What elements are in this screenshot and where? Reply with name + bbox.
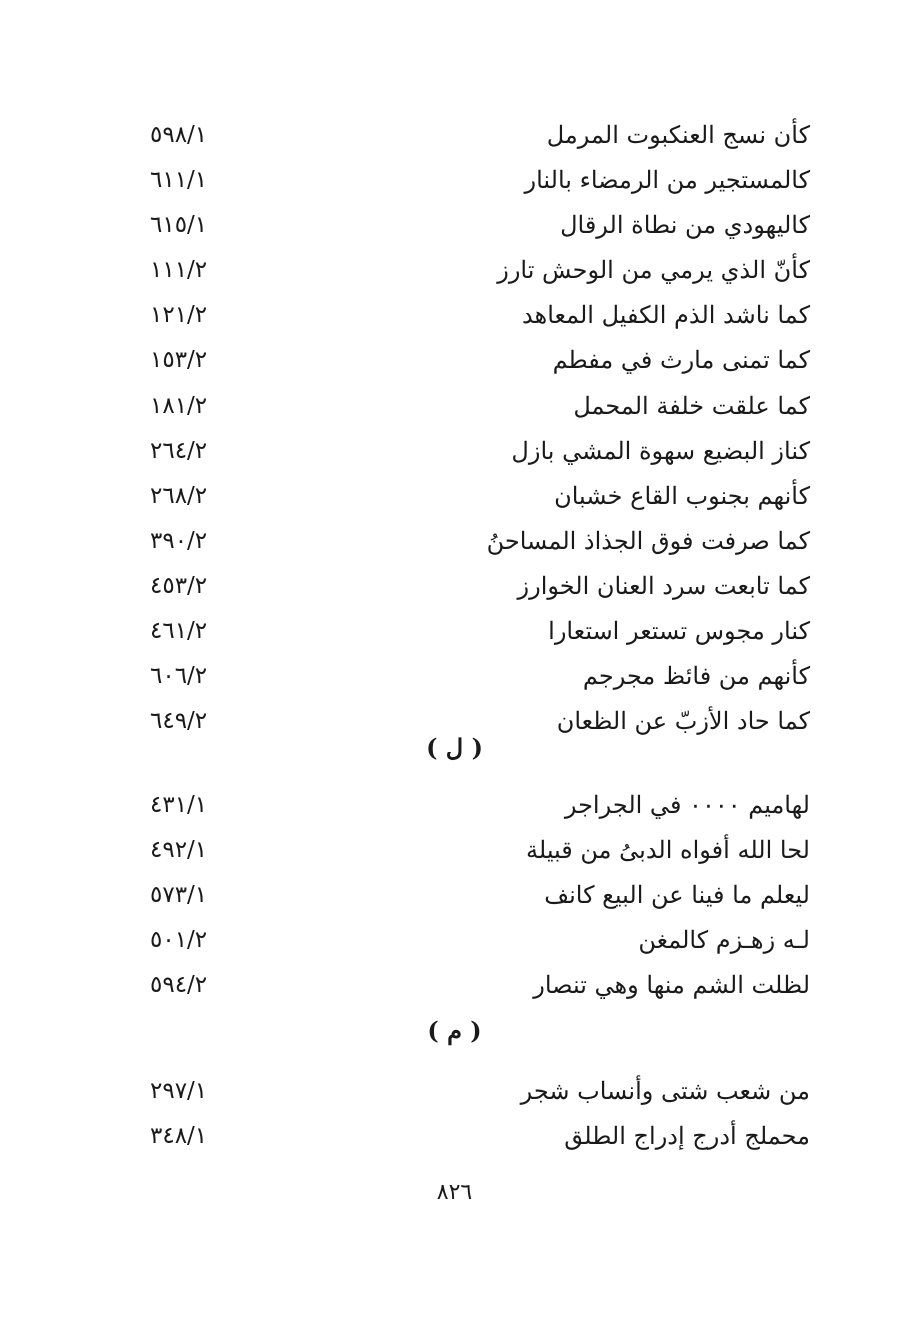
volume-page-reference: ٦٤٩/٢ bbox=[150, 708, 208, 735]
verse-text: كاليهودي من نطاة الرقال bbox=[560, 211, 810, 240]
verse-row bbox=[150, 208, 810, 253]
verse-text: كما صرفت فوق الجذاذ المساحنُ bbox=[486, 526, 810, 555]
volume-page-reference: ٤٩٢/١ bbox=[150, 837, 208, 864]
volume-page-reference: ٥٧٣/١ bbox=[150, 882, 208, 909]
volume-page-reference: ١٨١/٢ bbox=[150, 392, 208, 419]
volume-page-reference: ١١١/٢ bbox=[150, 257, 208, 284]
verse-row bbox=[150, 479, 810, 524]
verse-row bbox=[150, 524, 810, 569]
verse-text: كما علقت خلفة المحمل bbox=[573, 391, 810, 420]
verse-text: من شعب شتى وأنساب شجر bbox=[520, 1077, 810, 1105]
verse-list-lam bbox=[150, 788, 810, 1013]
verse-text: لحا الله أفواه الدبىُ من قبيلة bbox=[526, 836, 810, 865]
verse-text: لـه زهـزم كالمغن bbox=[638, 926, 810, 955]
verse-text: كأنهم بجنوب القاع خشبان bbox=[554, 481, 810, 510]
volume-page-reference: ٦٠٦/٢ bbox=[150, 663, 208, 690]
verse-row bbox=[150, 118, 810, 163]
volume-page-reference: ٢٩٧/١ bbox=[150, 1078, 208, 1104]
verse-row bbox=[150, 833, 810, 878]
verse-row bbox=[150, 434, 810, 479]
volume-page-reference: ٤٥٣/٢ bbox=[150, 572, 208, 599]
verse-row bbox=[150, 788, 810, 833]
volume-page-reference: ١٥٣/٢ bbox=[150, 347, 208, 374]
section-header-mim: ( م ) bbox=[427, 1016, 482, 1045]
verse-row bbox=[150, 569, 810, 614]
verse-text: كما ناشد الذم الكفيل المعاهد bbox=[521, 301, 810, 330]
verse-text: ليعلم ما فينا عن البيع كانف bbox=[544, 881, 810, 910]
volume-page-reference: ٣٩٠/٢ bbox=[150, 527, 208, 554]
verse-row bbox=[150, 163, 810, 208]
verse-list-kaf bbox=[150, 118, 810, 749]
verse-row bbox=[150, 878, 810, 923]
verse-row bbox=[150, 1074, 810, 1119]
volume-page-reference: ٥٩٨/١ bbox=[150, 122, 208, 148]
verse-text: لظلت الشم منها وهي تنصار bbox=[533, 971, 810, 1000]
verse-text: لهاميم ٠٠٠٠ في الجراجر bbox=[564, 791, 810, 819]
verse-text: كما حاد الأزبّ عن الظعان bbox=[556, 707, 810, 736]
volume-page-reference: ٢٦٤/٢ bbox=[150, 437, 208, 464]
verse-text: كما تمنى مارث في مفطم bbox=[552, 346, 810, 375]
verse-text: محملج أدرج إدراج الطلق bbox=[564, 1122, 810, 1151]
verse-text: كأن نسج العنكبوت المرمل bbox=[546, 121, 810, 149]
volume-page-reference: ٤٦١/٢ bbox=[150, 618, 208, 645]
volume-page-reference: ١٢١/٢ bbox=[150, 302, 208, 329]
verse-text: كأنهم من فائظ مجرجم bbox=[582, 662, 810, 691]
verse-row bbox=[150, 614, 810, 659]
verse-row bbox=[150, 968, 810, 1013]
verse-row bbox=[150, 298, 810, 343]
volume-page-reference: ٦١١/١ bbox=[150, 167, 208, 194]
verse-text: كالمستجير من الرمضاء بالنار bbox=[524, 166, 810, 195]
verse-row bbox=[150, 1119, 810, 1164]
volume-page-reference: ٢٦٨/٢ bbox=[150, 482, 208, 509]
verse-row bbox=[150, 253, 810, 298]
volume-page-reference: ٤٣١/١ bbox=[150, 792, 208, 818]
verse-list-mim bbox=[150, 1074, 810, 1164]
section-header-lam: ( ل ) bbox=[426, 733, 483, 762]
volume-page-reference: ٥٩٤/٢ bbox=[150, 972, 208, 999]
verse-row bbox=[150, 923, 810, 968]
verse-row bbox=[150, 659, 810, 704]
page-number: ٨٢٦ bbox=[436, 1180, 473, 1205]
verse-text: كأنّ الذي يرمي من الوحش تارز bbox=[497, 256, 810, 285]
verse-row bbox=[150, 389, 810, 434]
volume-page-reference: ٥٠١/٢ bbox=[150, 927, 208, 954]
verse-text: كما تابعت سرد العنان الخوارز bbox=[517, 571, 810, 600]
verse-text: كناز البضيع سهوة المشي بازل bbox=[511, 436, 810, 465]
volume-page-reference: ٣٤٨/١ bbox=[150, 1123, 208, 1150]
verse-row bbox=[150, 343, 810, 388]
verse-text: كنار مجوس تستعر استعارا bbox=[548, 617, 810, 646]
volume-page-reference: ٦١٥/١ bbox=[150, 212, 208, 239]
